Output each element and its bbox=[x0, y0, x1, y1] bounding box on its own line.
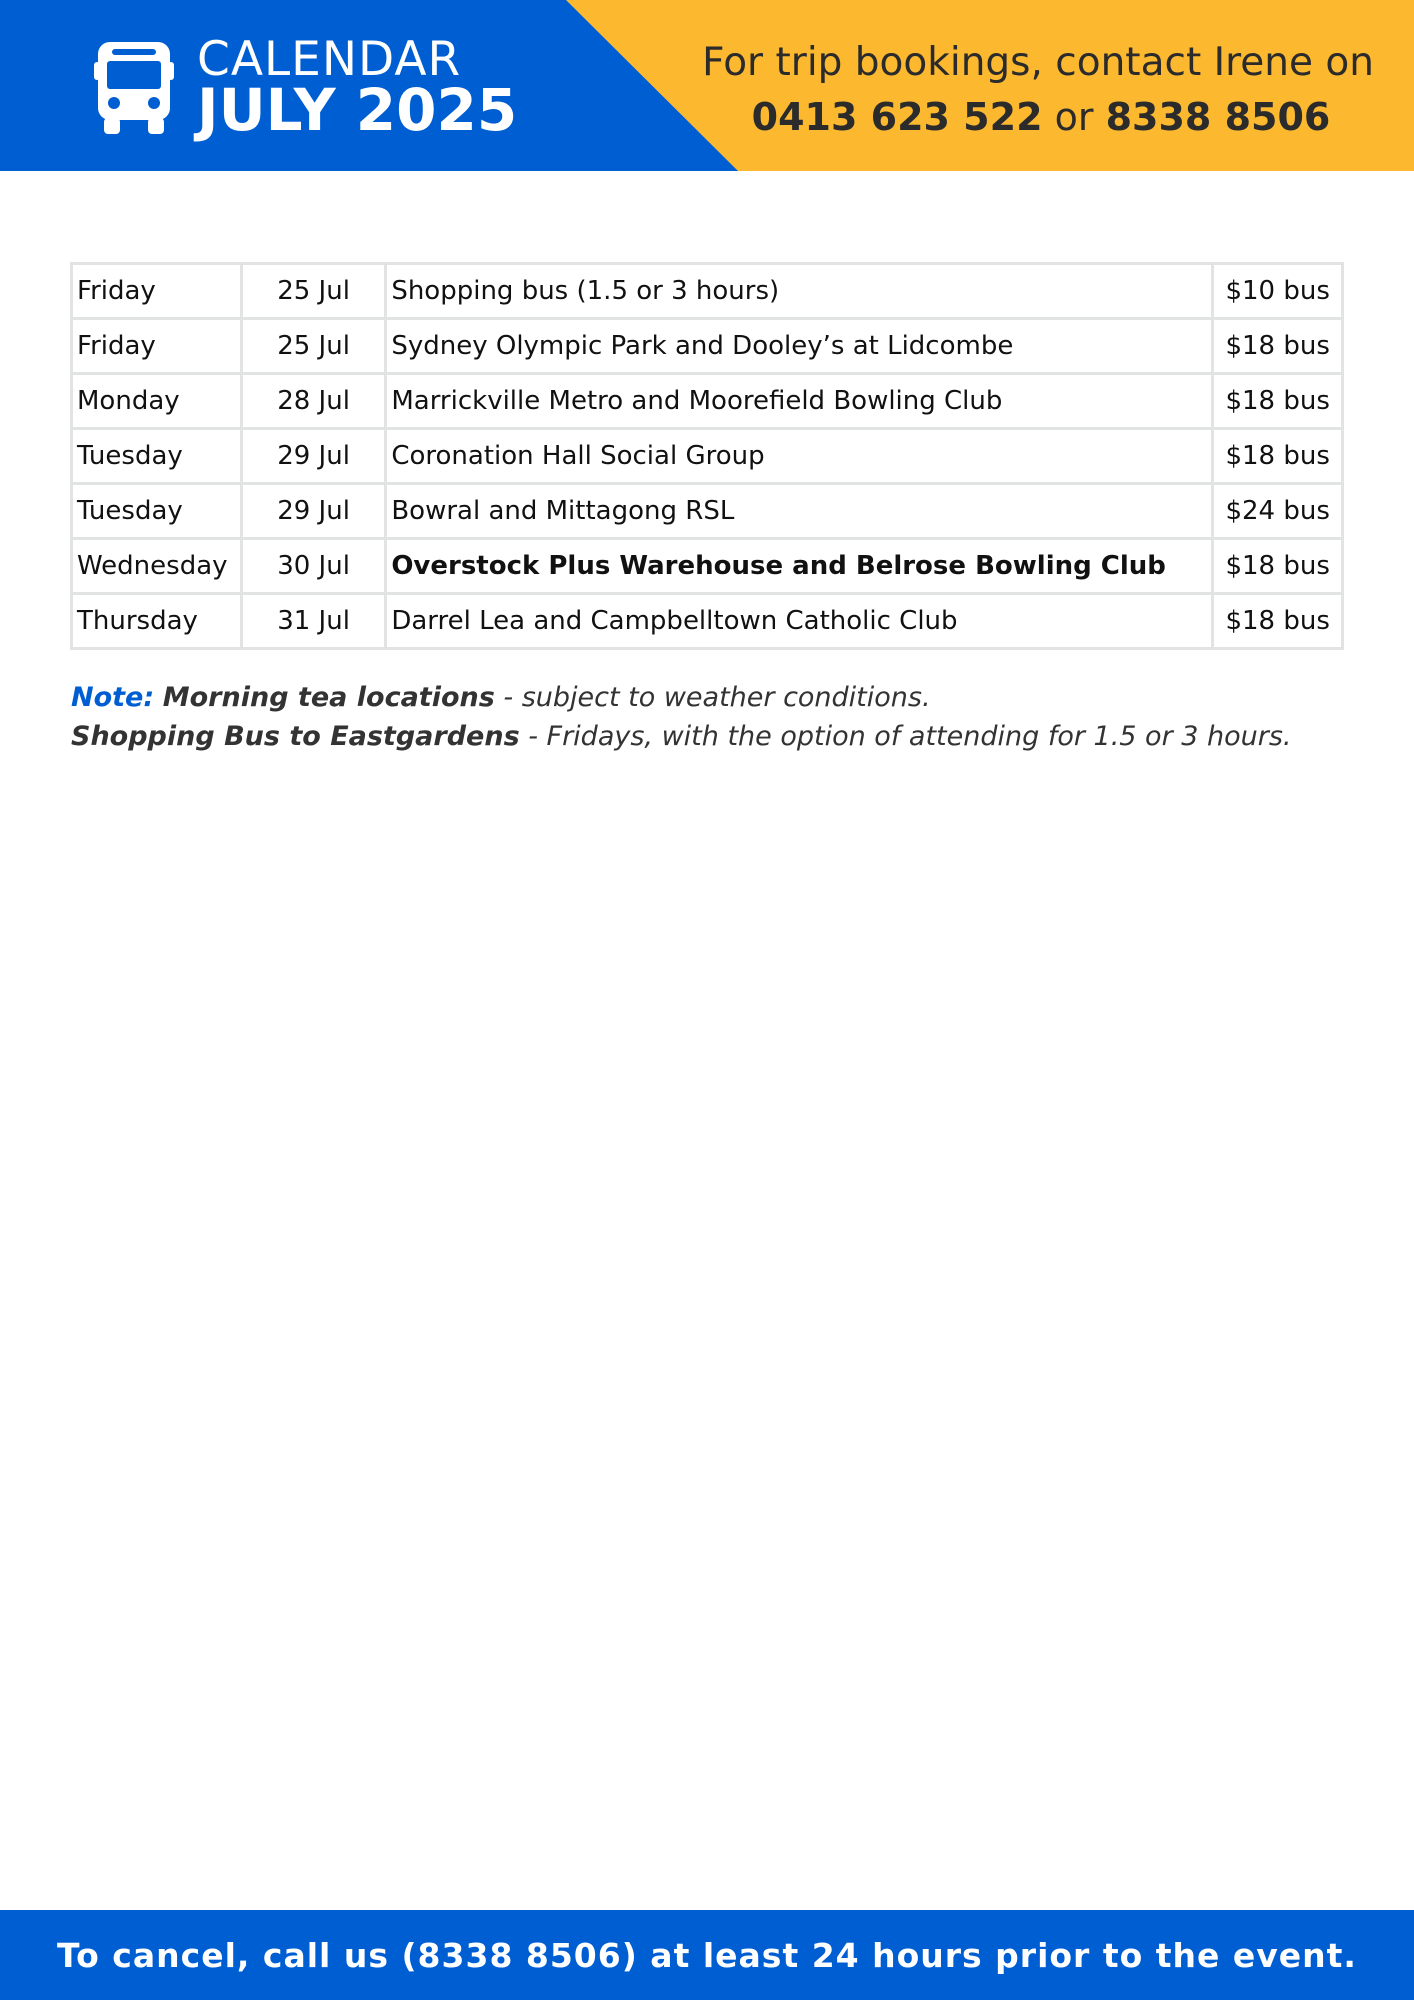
trip-description: Sydney Olympic Park and Dooley’s at Lidcombe bbox=[386, 319, 1213, 374]
note-2-rest: - Fridays, with the option of attending for 1.5 or 3 hours. bbox=[519, 721, 1292, 752]
trip-day: Wednesday bbox=[72, 539, 242, 594]
table-row bbox=[72, 374, 1343, 429]
trip-price: $18 bus bbox=[1213, 594, 1343, 649]
note-line-1 bbox=[71, 678, 1292, 717]
trips-table-body bbox=[72, 264, 1343, 649]
trip-price: $18 bus bbox=[1213, 539, 1343, 594]
trip-description: Darrel Lea and Campbelltown Catholic Club bbox=[386, 594, 1213, 649]
note-line-2 bbox=[71, 717, 1292, 756]
note-2-bold: Shopping Bus to Eastgardens bbox=[71, 721, 520, 752]
header-banner bbox=[0, 0, 1414, 171]
phone-landline: 8338 8506 bbox=[1105, 95, 1331, 139]
trip-date: 29 Jul bbox=[241, 429, 386, 484]
trip-date: 31 Jul bbox=[241, 594, 386, 649]
trip-price: $18 bus bbox=[1213, 319, 1343, 374]
trip-description: Coronation Hall Social Group bbox=[386, 429, 1213, 484]
trip-day: Tuesday bbox=[72, 484, 242, 539]
trip-day: Tuesday bbox=[72, 429, 242, 484]
trip-price: $10 bus bbox=[1213, 264, 1343, 319]
trip-price: $18 bus bbox=[1213, 429, 1343, 484]
note-1-rest: - subject to weather conditions. bbox=[494, 682, 931, 713]
phone-mobile: 0413 623 522 bbox=[751, 95, 1043, 139]
contact-phones bbox=[718, 95, 1364, 139]
trip-price: $24 bus bbox=[1213, 484, 1343, 539]
note-label: Note: bbox=[71, 682, 155, 713]
trip-day: Friday bbox=[72, 264, 242, 319]
trip-day: Friday bbox=[72, 319, 242, 374]
contact-text: For trip bookings, contact Irene on bbox=[702, 40, 1374, 85]
trip-day: Thursday bbox=[72, 594, 242, 649]
note-1-bold: Morning tea locations bbox=[162, 682, 495, 713]
trip-description: Shopping bus (1.5 or 3 hours) bbox=[386, 264, 1213, 319]
or-text: or bbox=[1054, 95, 1094, 139]
trip-description: Bowral and Mittagong RSL bbox=[386, 484, 1213, 539]
table-row bbox=[72, 264, 1343, 319]
bus-icon bbox=[94, 42, 174, 134]
trips-table bbox=[70, 262, 1344, 650]
table-row bbox=[72, 539, 1343, 594]
trip-description: Overstock Plus Warehouse and Belrose Bowling Club bbox=[386, 539, 1213, 594]
table-row bbox=[72, 594, 1343, 649]
table-row bbox=[72, 429, 1343, 484]
notes-section bbox=[71, 678, 1292, 756]
trip-description: Marrickville Metro and Moorefield Bowling Club bbox=[386, 374, 1213, 429]
trip-date: 29 Jul bbox=[241, 484, 386, 539]
trip-price: $18 bus bbox=[1213, 374, 1343, 429]
trip-date: 30 Jul bbox=[241, 539, 386, 594]
trip-date: 25 Jul bbox=[241, 319, 386, 374]
trip-date: 28 Jul bbox=[241, 374, 386, 429]
table-row bbox=[72, 319, 1343, 374]
trip-date: 25 Jul bbox=[241, 264, 386, 319]
footer-banner bbox=[0, 1910, 1414, 2000]
calendar-label: CALENDAR bbox=[197, 32, 462, 87]
trip-day: Monday bbox=[72, 374, 242, 429]
cancel-notice: To cancel, call us (8338 8506) at least 24 hours prior to the event. bbox=[57, 1935, 1357, 1975]
table-row bbox=[72, 484, 1343, 539]
month-title: JULY 2025 bbox=[197, 76, 518, 144]
